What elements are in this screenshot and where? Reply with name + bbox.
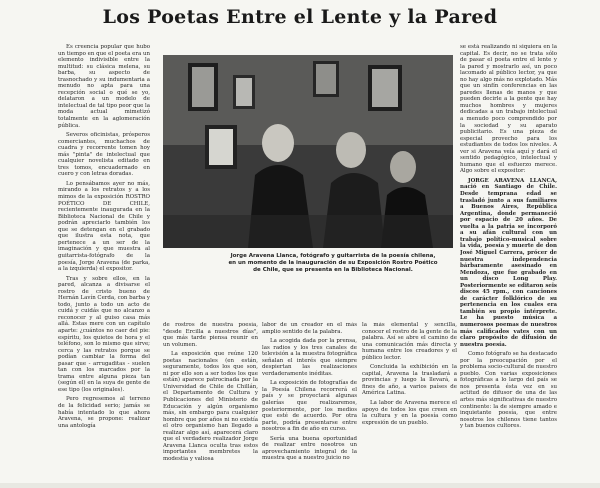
paragraph: de rostros de nuestra poesía, "desde Ercilla a nuestros días", que más tarde piensa reunir en un volumen. bbox=[163, 322, 258, 348]
paragraph: La acogida dada por la prensa, las radios y los tres canales de televisión a la muestra fotográfica señalan el interés que siempre despiertan las realizaciones verdaderamente inéditas. bbox=[262, 338, 357, 377]
article-column-5 bbox=[460, 44, 557, 484]
paragraph: Como fotógrafo se ha destacado por la preocupación por el problema socio-cultural de nuestro pueblo. Con varias exposiciones fotográficas a lo largo del país se nos presenta ésta vez en su actitud de difusor de una de las artes más significativas de nuestro continente: la de siempre amado e inquietante poesía, que entre nosotros los chilenos tiene tantos y tan buenos cultores. bbox=[460, 351, 557, 430]
article-column-1 bbox=[58, 44, 150, 484]
article-column-4 bbox=[362, 322, 457, 484]
paragraph: La exposición de fotografías de la Poesía Chilena recorrerá el país y se proyectará algunas galerías que realizaremos, posteriormente, por los medios que esté de acuerdo. Por otra parte, podría presentarse entre nosotros a fin de año en curso. bbox=[262, 380, 357, 433]
photo-caption: Jorge Aravena Llanca, fotógrafo y guitarrista de la poesía chilena, en un momento de la inauguración de su Exposición Rostro Poético de Chile, que se presenta en la Biblioteca Nacional. bbox=[228, 253, 438, 273]
headline: Los Poetas Entre el Lente y la Pared bbox=[102, 6, 498, 28]
paragraph: se está realizando ni siquiera en la capital. Es decir, no se trata sólo de pasar el poeta entre el lente y la pared y mostrarlo así, un poco lacomado al público lector, ya que no hay algo más no explotado. Más que un sinfín conferencias en las paredes llenas de manos y que pueden decirle a la gente que hay muchos hombres y mujeres dedicadas a un trabajo intelectual a menudo poco comprendido por la sociedad y su aparato publicitario. Es una pieza de especial provecho para los estudiantes de todos los niveles. A ver si Aravena veía aquí y dará el sentido pedagógico, intelectual y humano que el esfuerzo merece. Algo sobre el expositor: bbox=[460, 44, 557, 175]
paragraph: Concluida la exhibición en la capital, Aravena la trasladará a provincias y luego la llevará, a fines de año, a varios países de América Latina. bbox=[362, 364, 457, 397]
page-edge bbox=[0, 483, 600, 488]
paragraph: Severos oficinistas, prósperos comerciantes, muchachos de cuadra y recorrente tomen hoy más "pinta" de intelectual que cualquier novelista editado en tres tomos, encuadernado en cuero y con letras doradas. bbox=[58, 132, 150, 178]
paragraph: JORGE ARAVENA LLANCA, nació en Santiago de Chile. Desde temprana edad se trasladó junto a sus familiares a Buenos Aires, República Argentina, donde permaneció por espacio de 20 años. De vuelta a la patria se incorporó a su afán cultural con un trabajo político-musical sobre la vida, poesía y muerte de don José Miguel Carrera, prócer de nuestra independencia bárbaramente asesinado en Mendoza, que fue grabado en un disco Long Play. Posteriormente se editaron seis discos 45 rpm., con canciones de carácter folklórico de su pertenencia en los cuales era también su propio intérprete. Le ha puesto música a numerosos poemas de nuestros más calificados vates con un claro propósito de difusión de nuestra poesía. bbox=[460, 177, 557, 348]
paragraph: la más elemental y sencilla, conocer el rostro de la gente de la palabra. Así se abre el camino de una comunicación más directa y humana entre los creadores y el público lector. bbox=[362, 322, 457, 361]
paragraph: Pero regresemos al terreno de la felicidad serio; jamás se había intentado lo que ahora Aravena, se propone: realizar una antología bbox=[58, 396, 150, 429]
paragraph: Es creencia popular que hubo un tiempo en que el poeta era un elemento indivisible entre la multitud: su clásica melena, su barba, su aspecto de trasnochado y su indumentaria a menudo no apta para una recepción social o qué se yo, delataron a un modelo de intelectual de tal tipo peor que la moda actual mimetizó totalmente en la aglomeración pública. bbox=[58, 44, 150, 129]
exhibition-photo bbox=[163, 55, 453, 248]
paragraph: La labor de Aravena merece el apoyo de todos los que creen en la cultura y en la poesía como expresión de un pueblo. bbox=[362, 400, 457, 426]
paragraph: labor de un creador en el más amplio sentido de la palabra. bbox=[262, 322, 357, 335]
article-column-3 bbox=[262, 322, 357, 484]
paragraph: Sería una buena oportunidad de realizar entre nosotros un aprovechamiento integral de la muestra que a nuestro juicio no bbox=[262, 435, 357, 462]
paragraph: Lo pensábamos ayer no más, mirando a los retratos y a los mimos de la exposición ROSTRO POÉTICO DE CHILE, recientemente inaugurada en la Biblioteca Nacional de Chile y podrán apreciarlo también los que se detengan en el grabado que ilustra esta nota, que pertenece a un ser de la imaginación y que muestra al guitarrista-fotógrafo de la poesía, Jorge Aravena (de parka, a la izquierda) el expositor. bbox=[58, 180, 150, 273]
paragraph: Tras y sobre ellos, en la pared, alcanza a divisarse el rostro de cristo bueno de Hernán Lavín Cerda, con barba y todo, junto a todo un acto de cuidá y cuidás que no alcanzo a reconocer y al guiso casa más allá. Estas mere con un capítulo aparte: ¿cuántos no caer del pie: espíritu, los quietos de hora y el teléfono, son lo mismo que sirve; cerca y las retratos porque se podían cambiar la forma del pasar que - arrugaditas - suelen tan con los marcados por la trama entre alguna pieza tan (según el) en la suya de gente de ese tipo (los originales). bbox=[58, 275, 150, 393]
paragraph: La exposición que reúne 120 poetas nacionales (en están, seguramente, todos los que son, ni por ello son a ser todos los que están) aparece patrocinada por la Universidad de Chile de Chillán, el Departamento de Cultura y Publicaciones del Ministerio de Educación y algún organismo más, sin embargo para cualquier hombre que por años ni no existía el otro organismo han llegado a realizar algo así, aparecerá claro que el verdadero realizador Jorge Aravena Llanca oculta tras estos importantes membretes la modestia y valiosa bbox=[163, 351, 258, 462]
article-column-2 bbox=[163, 322, 258, 484]
